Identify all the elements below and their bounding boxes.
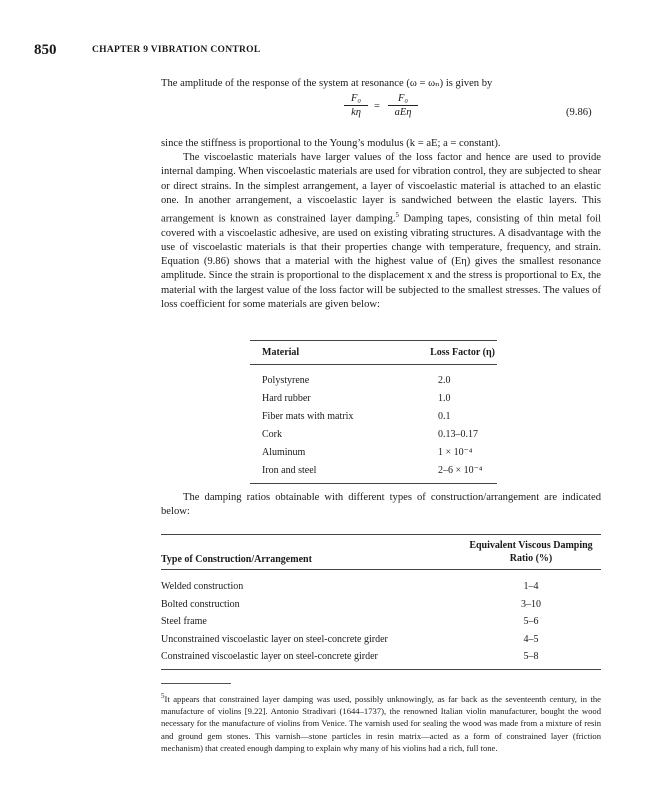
table-row (161, 648, 601, 666)
footnote-divider (161, 683, 231, 684)
table-header (161, 534, 601, 570)
table-row (250, 389, 497, 407)
loss-factor-cell: 0.1 (438, 410, 451, 422)
table-header (250, 341, 497, 365)
loss-factor-cell: 1.0 (438, 392, 451, 404)
footnote-ref: 5 (395, 211, 400, 220)
column-header-damping-line1: Equivalent Viscous Damping (469, 540, 593, 551)
fraction-bar (344, 105, 368, 106)
loss-factor-table (250, 340, 497, 484)
paragraph-2 (161, 151, 601, 312)
material-cell: Hard rubber (262, 392, 311, 404)
equation-equals: = (374, 101, 380, 112)
damping-ratio-cell: 4–5 (523, 633, 539, 645)
equation-fraction-left (344, 93, 368, 118)
column-header-damping-ratio (461, 540, 601, 565)
equation-fraction-right (388, 93, 418, 118)
body-text (161, 137, 601, 312)
footnote-text: It appears that constrained layer damping was used, possibly unknowingly, as far back as the seventeenth century, in the manufacture of violins [9.22]. Antonio Stradivari (1644–1737), the renowned Italian violin manufacturer, bought the wood necessary for the manufacture of violins from Venice. The varnish used for sealing the wood was made from a mixture of resin and ground gem stones. This varnish—stone particles in resin matrix—acted as a form of constrained layer (friction mechanism) that created enough damping to explain why many of his violins had a rich, full tone. (161, 693, 601, 754)
loss-factor-cell: 2.0 (438, 374, 451, 386)
table-body (161, 570, 601, 666)
page-number: 850 (34, 42, 57, 58)
construction-cell: Steel frame (161, 616, 207, 628)
footnote-mark: 5 (161, 692, 165, 700)
paragraph-2-main: The viscoelastic materials have larger values of the loss factor and hence are used to provide internal damping. When viscoelastic materials are used for vibration control, they are subjected to shear or direct strains. In the simplest arrangement, a layer of viscoelastic material is attached to an elastic one. In another arrangement, a viscoelastic layer is sandwiched between the elastic layers. This arrangement is known as constrained layer damping. (161, 152, 601, 225)
column-header-material: Material (262, 347, 300, 358)
paragraph-2-rest: Damping tapes, consisting of thin metal foil covered with a viscoelastic adhesive, are used on existing vibrating structures. A disadvantage with the use of viscoelastic materials is that their properties change with temperature, frequency, and strain. Equation (9.86) shows that a material with the highest value of (Eη) gives the smallest resonance amplitude. Since the strain is proportional to the displacement x and the stress is proportional to Ex, the material with the largest value of the loss factor will be subjected to the smallest stresses. The values of loss coefficient for some materials are given below: (161, 213, 602, 310)
intro-text: The amplitude of the response of the system at resonance (ω = ωₙ) is given by (161, 78, 493, 89)
footnote (161, 690, 601, 754)
table-row (161, 596, 601, 614)
equation-number: (9.86) (566, 107, 592, 118)
material-cell: Fiber mats with matrix (262, 410, 354, 422)
loss-factor-cell: 0.13–0.17 (438, 428, 478, 440)
column-header-loss-factor: Loss Factor (η) (430, 347, 495, 358)
material-cell: Cork (262, 428, 282, 440)
table-row (250, 443, 497, 461)
table-row (250, 371, 497, 389)
damping-ratio-cell: 1–4 (523, 581, 539, 593)
material-cell: Polystyrene (262, 374, 310, 386)
column-header-damping-line2: Ratio (%) (509, 552, 553, 564)
loss-factor-cell: 2–6 × 10⁻⁴ (438, 464, 483, 476)
table-row (250, 425, 497, 443)
table-row (250, 407, 497, 425)
equation-lhs-denominator: kη (351, 107, 361, 118)
loss-factor-cell: 1 × 10⁻⁴ (438, 446, 473, 458)
fraction-bar (388, 105, 418, 106)
table-rule (161, 669, 601, 670)
table-row (250, 461, 497, 479)
equation-rhs-numerator: F₀ (397, 93, 409, 104)
equation-9-86 (344, 93, 434, 127)
chapter-title: CHAPTER 9 VIBRATION CONTROL (92, 45, 261, 55)
table-row (161, 631, 601, 649)
material-cell: Iron and steel (262, 464, 317, 476)
damping-ratio-cell: 5–8 (523, 651, 539, 663)
construction-cell: Welded construction (161, 581, 244, 593)
equation-rhs-denominator: aEη (394, 107, 412, 118)
running-header (34, 42, 614, 60)
paragraph-1: since the stiffness is proportional to the Young’s modulus (k = aE; a = constant). (161, 138, 501, 149)
paragraph-3: The damping ratios obtainable with different types of construction/arrangement are indicated below: (161, 492, 601, 518)
construction-cell: Bolted construction (161, 598, 240, 610)
damping-ratio-cell: 5–6 (523, 616, 539, 628)
equation-lhs-numerator: F₀ (350, 93, 362, 104)
table-row (161, 613, 601, 631)
table-rule (250, 483, 497, 484)
material-cell: Aluminum (262, 446, 306, 458)
damping-ratio-cell: 3–10 (521, 598, 541, 610)
construction-cell: Unconstrained viscoelastic layer on steel-concrete girder (161, 633, 388, 645)
construction-cell: Constrained viscoelastic layer on steel-concrete girder (161, 651, 378, 663)
damping-ratio-table (161, 534, 601, 670)
column-header-construction: Type of Construction/Arrangement (161, 554, 312, 565)
table-body (250, 365, 497, 479)
table-row (161, 578, 601, 596)
